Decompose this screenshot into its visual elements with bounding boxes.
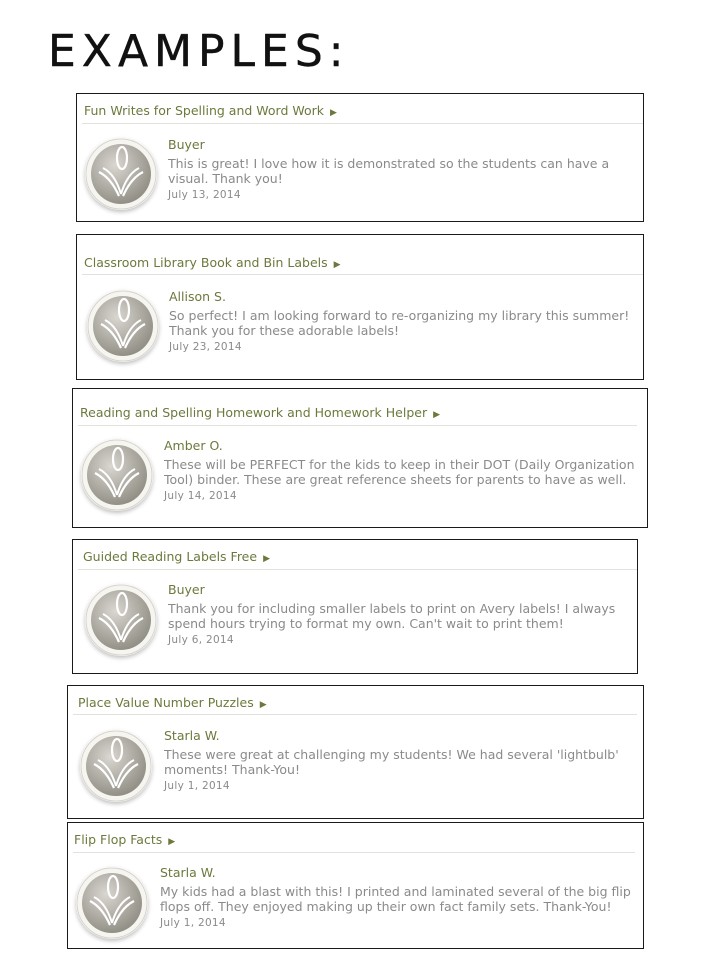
play-arrow-icon: ▶ — [333, 260, 341, 270]
play-arrow-icon: ▶ — [433, 410, 441, 420]
review-author: Allison S. — [169, 289, 226, 304]
divider — [82, 123, 643, 124]
product-link[interactable]: Fun Writes for Spelling and Word Work ▶ — [84, 103, 337, 118]
review-card — [67, 685, 644, 819]
review-card — [72, 388, 648, 528]
review-card — [67, 822, 644, 949]
review-author: Buyer — [168, 582, 205, 597]
review-text: So perfect! I am looking forward to re-organizing my library this summer! Thank you for these adorable labels! — [169, 308, 630, 338]
product-link[interactable]: Place Value Number Puzzles ▶ — [78, 695, 267, 710]
review-text: This is great! I love how it is demonstrated so the students can have a visual. Thank you! — [168, 156, 610, 186]
review-author: Starla W. — [164, 728, 220, 743]
review-card — [72, 539, 638, 674]
review-date: July 1, 2014 — [164, 780, 230, 792]
product-link[interactable]: Reading and Spelling Homework and Homework Helper ▶ — [80, 405, 441, 420]
review-date: July 13, 2014 — [168, 189, 241, 201]
play-arrow-icon: ▶ — [168, 837, 176, 847]
divider — [73, 852, 635, 853]
review-date: July 6, 2014 — [168, 634, 234, 646]
play-arrow-icon: ▶ — [263, 554, 270, 564]
review-text: My kids had a blast with this! I printed and laminated several of the big flip flops off. They enjoyed making up their own fact family sets. Thank-You! — [160, 884, 631, 914]
teacher-logo-icon — [85, 584, 157, 656]
divider — [78, 425, 637, 426]
review-date: July 14, 2014 — [164, 490, 237, 502]
review-text: Thank you for including smaller labels to print on Avery labels! I always spend hours trying to format my own. Can't wait to print them! — [168, 601, 616, 631]
product-link[interactable]: Flip Flop Facts ▶ — [74, 832, 176, 847]
review-card — [76, 93, 644, 222]
divider — [78, 569, 637, 570]
play-arrow-icon: ▶ — [330, 108, 337, 118]
review-date: July 1, 2014 — [160, 917, 226, 929]
product-link[interactable]: Classroom Library Book and Bin Labels ▶ — [84, 255, 341, 270]
page-title: EXAMPLES: — [48, 26, 350, 77]
review-author: Buyer — [168, 137, 205, 152]
teacher-logo-icon — [85, 138, 157, 210]
play-arrow-icon: ▶ — [259, 700, 267, 710]
teacher-logo-icon — [76, 867, 148, 939]
review-card — [76, 234, 644, 380]
review-author: Amber O. — [164, 438, 223, 453]
divider — [82, 274, 643, 275]
review-date: July 23, 2014 — [169, 341, 242, 353]
review-author: Starla W. — [160, 865, 216, 880]
product-link[interactable]: Guided Reading Labels Free ▶ — [83, 549, 270, 564]
teacher-logo-icon — [87, 290, 159, 362]
teacher-logo-icon — [80, 730, 152, 802]
review-text: These were great at challenging my students! We had several 'lightbulb' moments! Thank-You! — [164, 747, 619, 777]
teacher-logo-icon — [81, 439, 153, 511]
review-text: These will be PERFECT for the kids to keep in their DOT (Daily Organization Tool) binder. These are great reference sheets for parents to have as well. — [164, 457, 635, 487]
divider — [73, 714, 637, 715]
